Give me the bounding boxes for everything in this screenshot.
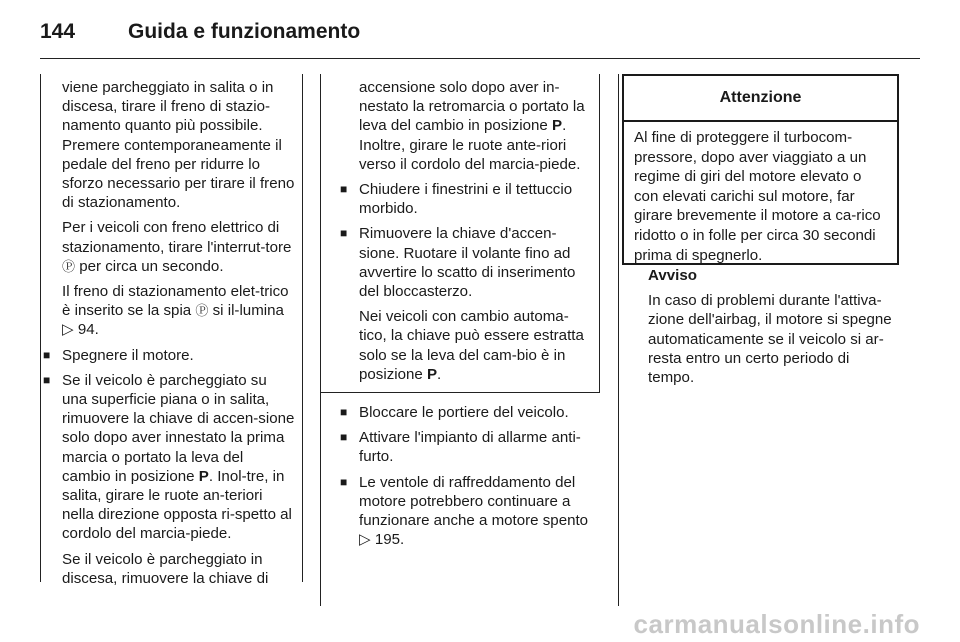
column-divider bbox=[618, 74, 619, 606]
list-item: ■ Le ventole di raffreddamento del motore potrebbero continuare a funzionare anche a motore spento ▷ 195. bbox=[340, 473, 592, 550]
paragraph: Nei veicoli con cambio automa-tico, la chiave può essere estratta solo se la leva del cam-bio è in posizione P. bbox=[359, 308, 584, 383]
list-item: ■ Rimuovere la chiave d'accen-sione. Ruotare il volante fino ad avvertire lo scatto di inserimento del bloccasterzo. bbox=[340, 224, 592, 301]
paragraph: Per i veicoli con freno elettrico di stazionamento, tirare l'interrut-tore Ⓟ per circa un secondo. bbox=[62, 219, 292, 275]
column-2-lower bbox=[340, 403, 592, 555]
list-item: ■ Bloccare le portiere del veicolo. bbox=[340, 403, 592, 422]
watermark: carmanualsonline.info bbox=[633, 609, 920, 639]
page-header bbox=[40, 20, 360, 44]
paragraph: Il freno di stazionamento elet-trico è inserito se la spia Ⓟ si il-lumina ▷ 94. bbox=[62, 283, 289, 339]
page-reference[interactable]: 94. bbox=[77, 321, 99, 339]
column-1-left-rule bbox=[40, 74, 41, 582]
parking-brake-icon: Ⓟ bbox=[62, 258, 76, 274]
notice-section bbox=[648, 266, 898, 393]
page-reference-arrow-icon: ▷ bbox=[62, 321, 78, 339]
parking-brake-icon: Ⓟ bbox=[195, 303, 209, 319]
list-item: ■ Se il veicolo è parcheggiato su una superficie piana o in salita, rimuovere la chiave di accen-sione solo dopo aver innestato la prima marcia o portato la leva del cambio in posizione P. Inol-tre, in salita, girare le ruote an-teriori nella direzione opposta ri-spetto al cordolo del marcia-piede. bbox=[43, 371, 296, 544]
notice-title: Avviso bbox=[648, 267, 697, 284]
paragraph: viene parcheggiato in salita o in discesa, tirare il freno di stazio-namento quanto più possibile. Premere contemporaneamente il pedale del freno per ridurre lo sforzo necessario per tirare il freno di stazionamento. bbox=[62, 79, 295, 212]
column-1 bbox=[62, 78, 296, 594]
warning-text: Al fine di proteggere il turbocom-pressore, dopo aver viaggiato a un regime di giri del motore elevato o con elevati carichi sul motore, far girare brevemente il motore a ca-rico ridotto o in folle per circa 30 secondi prima di spegnerlo. bbox=[634, 129, 881, 264]
notice-text: In caso di problemi durante l'attiva-zione dell'airbag, il motore si spegne automaticamente se il veicolo si ar-resta entro un certo periodo di tempo. bbox=[648, 292, 892, 387]
column-2-left-rule bbox=[320, 74, 321, 392]
paragraph: Se il veicolo è parcheggiato in discesa, rimuovere la chiave di bbox=[62, 550, 269, 587]
warning-box bbox=[622, 74, 899, 265]
column-2 bbox=[340, 78, 592, 390]
list-item: ■ Spegnere il motore. bbox=[43, 346, 296, 365]
list-item: ■ Attivare l'impianto di allarme anti-furto. bbox=[340, 428, 592, 466]
page-number: 144 bbox=[40, 20, 76, 43]
page-title: Guida e funzionamento bbox=[128, 20, 361, 43]
column-1-right-rule bbox=[302, 74, 303, 582]
page-reference-arrow-icon: ▷ bbox=[359, 531, 375, 549]
warning-title: Attenzione bbox=[624, 76, 897, 122]
column-2-right-rule bbox=[599, 74, 600, 392]
column-2-bottom-rule bbox=[320, 392, 600, 393]
list-item: ■ Chiudere i finestrini e il tettuccio morbido. bbox=[340, 180, 592, 218]
page-reference[interactable]: 195. bbox=[374, 531, 405, 549]
header-divider bbox=[40, 58, 920, 59]
paragraph: accensione solo dopo aver in-nestato la retromarcia o portato la leva del cambio in posizione P. Inoltre, girare le ruote ante-riori verso il cordolo del marcia-piede. bbox=[359, 79, 585, 173]
